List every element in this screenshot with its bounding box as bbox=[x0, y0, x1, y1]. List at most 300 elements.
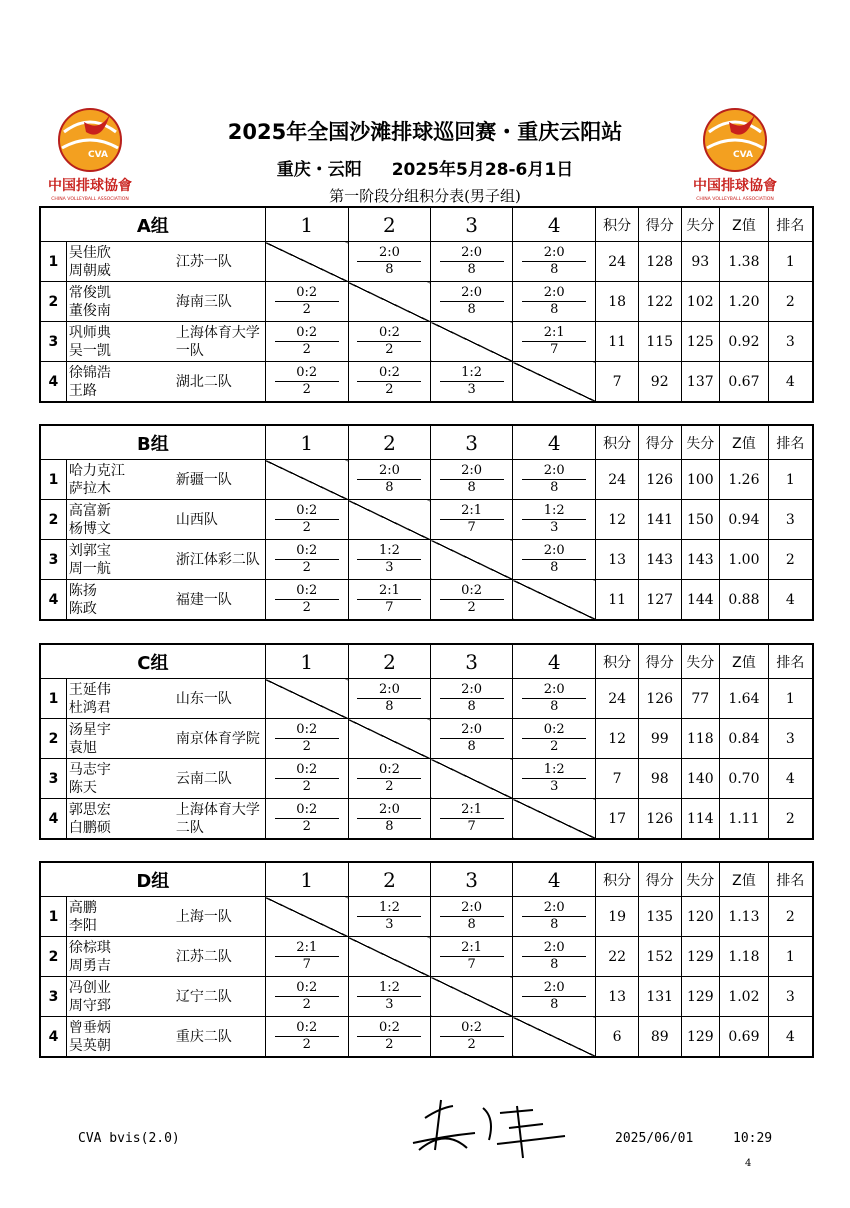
match-result-cell bbox=[431, 362, 513, 403]
rank-value: 1 bbox=[768, 242, 813, 282]
player-name: 陈天 bbox=[68, 779, 97, 796]
points-value: 24 bbox=[596, 679, 639, 719]
player-name: 杨博文 bbox=[68, 520, 111, 537]
col-header: 积分 bbox=[596, 862, 639, 897]
set-score: 2:1 bbox=[440, 940, 504, 957]
col-header: 失分 bbox=[681, 207, 720, 242]
rank-value: 3 bbox=[768, 322, 813, 362]
match-result-cell bbox=[513, 500, 596, 540]
z-value: 0.94 bbox=[720, 500, 769, 540]
scored-value: 126 bbox=[638, 799, 681, 840]
match-points: 2 bbox=[302, 382, 311, 397]
set-score: 0:2 bbox=[275, 583, 339, 600]
set-score: 2:0 bbox=[357, 802, 421, 819]
self-match-cell bbox=[513, 362, 596, 403]
scored-value: 131 bbox=[638, 977, 681, 1017]
player-name: 高鹏 bbox=[68, 899, 97, 916]
match-result-cell bbox=[348, 322, 430, 362]
set-score: 2:1 bbox=[275, 940, 339, 957]
player-name: 王路 bbox=[68, 382, 97, 399]
team-name: 福建一队 bbox=[172, 580, 265, 621]
set-score: 0:2 bbox=[440, 1020, 504, 1037]
player-names bbox=[66, 1017, 172, 1058]
col-header: 4 bbox=[513, 644, 596, 679]
match-points: 8 bbox=[385, 819, 394, 834]
match-result-cell bbox=[431, 799, 513, 840]
col-header: 3 bbox=[431, 207, 513, 242]
player-name: 陈政 bbox=[68, 600, 97, 617]
player-name: 徐锦浩 bbox=[68, 364, 111, 381]
col-header: 1 bbox=[265, 862, 348, 897]
set-score: 0:2 bbox=[275, 1020, 339, 1037]
match-result-cell bbox=[513, 282, 596, 322]
z-value: 1.20 bbox=[720, 282, 769, 322]
col-header: 1 bbox=[265, 207, 348, 242]
col-header: 1 bbox=[265, 425, 348, 460]
z-value: 0.70 bbox=[720, 759, 769, 799]
player-name: 吴佳欣 bbox=[68, 244, 111, 261]
set-score: 2:0 bbox=[522, 980, 586, 997]
team-name: 重庆二队 bbox=[172, 1017, 265, 1058]
player-name: 常俊凯 bbox=[68, 284, 111, 301]
player-names bbox=[66, 759, 172, 799]
player-names bbox=[66, 897, 172, 937]
player-name: 陈扬 bbox=[68, 582, 97, 599]
set-score: 0:2 bbox=[357, 1020, 421, 1037]
col-header: 2 bbox=[348, 862, 430, 897]
svg-text:中国排球協會: 中国排球協會 bbox=[48, 178, 132, 194]
team-name: 海南三队 bbox=[172, 282, 265, 322]
match-points: 2 bbox=[385, 779, 394, 794]
z-value: 0.92 bbox=[720, 322, 769, 362]
match-points: 2 bbox=[302, 819, 311, 834]
player-name: 冯创业 bbox=[68, 979, 111, 996]
self-match-cell bbox=[348, 500, 430, 540]
set-score: 2:1 bbox=[357, 583, 421, 600]
rank-value: 1 bbox=[768, 460, 813, 500]
scored-value: 141 bbox=[638, 500, 681, 540]
set-score: 1:2 bbox=[522, 503, 586, 520]
match-points: 8 bbox=[550, 480, 559, 495]
player-names bbox=[66, 580, 172, 621]
set-score: 2:0 bbox=[440, 900, 504, 917]
lost-value: 144 bbox=[681, 580, 720, 621]
player-name: 刘郭宝 bbox=[68, 542, 111, 559]
match-result-cell bbox=[348, 580, 430, 621]
match-points: 2 bbox=[385, 382, 394, 397]
rank-value: 2 bbox=[768, 897, 813, 937]
points-value: 6 bbox=[596, 1017, 639, 1058]
row-index: 1 bbox=[40, 460, 66, 500]
self-match-cell bbox=[513, 580, 596, 621]
match-result-cell bbox=[265, 937, 348, 977]
player-name: 汤星宇 bbox=[68, 721, 111, 738]
svg-text:中国排球協會: 中国排球協會 bbox=[693, 178, 777, 194]
points-value: 12 bbox=[596, 719, 639, 759]
match-result-cell bbox=[265, 500, 348, 540]
svg-text:CVA: CVA bbox=[733, 150, 753, 160]
table-row bbox=[40, 937, 813, 977]
print-time: 10:29 bbox=[733, 1131, 773, 1146]
team-name: 浙江体彩二队 bbox=[172, 540, 265, 580]
col-header: 1 bbox=[265, 644, 348, 679]
player-name: 周一航 bbox=[68, 560, 111, 577]
player-name: 徐棕琪 bbox=[68, 939, 111, 956]
team-name: 南京体育学院 bbox=[172, 719, 265, 759]
match-points: 8 bbox=[550, 699, 559, 714]
table-row bbox=[40, 759, 813, 799]
match-points: 2 bbox=[385, 1037, 394, 1052]
team-name: 上海一队 bbox=[172, 897, 265, 937]
scored-value: 122 bbox=[638, 282, 681, 322]
match-result-cell bbox=[265, 799, 348, 840]
match-result-cell bbox=[431, 580, 513, 621]
rank-value: 2 bbox=[768, 540, 813, 580]
set-score: 2:0 bbox=[522, 463, 586, 480]
match-points: 8 bbox=[467, 917, 476, 932]
team-name: 江苏一队 bbox=[172, 242, 265, 282]
self-match-cell bbox=[431, 977, 513, 1017]
match-result-cell bbox=[431, 719, 513, 759]
lost-value: 118 bbox=[681, 719, 720, 759]
lost-value: 102 bbox=[681, 282, 720, 322]
lost-value: 120 bbox=[681, 897, 720, 937]
set-score: 0:2 bbox=[275, 503, 339, 520]
player-names bbox=[66, 362, 171, 403]
match-result-cell bbox=[265, 1017, 348, 1058]
match-result-cell bbox=[265, 977, 348, 1017]
match-result-cell bbox=[265, 362, 348, 403]
points-value: 24 bbox=[596, 242, 639, 282]
points-value: 11 bbox=[596, 580, 639, 621]
set-score: 2:0 bbox=[440, 285, 504, 302]
player-names bbox=[66, 719, 172, 759]
row-index: 3 bbox=[40, 977, 66, 1017]
z-value: 0.67 bbox=[720, 362, 769, 403]
z-value: 1.00 bbox=[720, 540, 769, 580]
player-name: 巩师典 bbox=[68, 324, 111, 341]
lost-value: 77 bbox=[681, 679, 720, 719]
group-table bbox=[39, 643, 814, 840]
lost-value: 129 bbox=[681, 1017, 720, 1058]
team-name: 山西队 bbox=[172, 500, 265, 540]
scored-value: 115 bbox=[638, 322, 681, 362]
table-row bbox=[40, 1017, 813, 1058]
set-score: 2:0 bbox=[357, 682, 421, 699]
self-match-cell bbox=[513, 799, 596, 840]
software-version: CVA bvis(2.0) bbox=[78, 1131, 180, 1146]
match-result-cell bbox=[513, 897, 596, 937]
print-date: 2025/06/01 bbox=[615, 1131, 694, 1146]
team-name: 上海体育大学二队 bbox=[172, 799, 265, 840]
match-points: 2 bbox=[302, 302, 311, 317]
rank-value: 4 bbox=[768, 580, 813, 621]
group-name: C组 bbox=[40, 644, 265, 679]
match-result-cell bbox=[431, 242, 513, 282]
table-row bbox=[40, 500, 813, 540]
self-match-cell bbox=[348, 719, 430, 759]
z-value: 1.26 bbox=[720, 460, 769, 500]
table-row bbox=[40, 242, 813, 282]
col-header: 2 bbox=[348, 425, 430, 460]
lost-value: 93 bbox=[681, 242, 720, 282]
z-value: 0.84 bbox=[720, 719, 769, 759]
row-index: 1 bbox=[40, 897, 66, 937]
signature bbox=[405, 1088, 605, 1163]
svg-text:CVA: CVA bbox=[88, 150, 108, 160]
set-score: 0:2 bbox=[275, 722, 339, 739]
match-result-cell bbox=[348, 460, 430, 500]
lost-value: 100 bbox=[681, 460, 720, 500]
match-points: 8 bbox=[550, 262, 559, 277]
self-match-cell bbox=[265, 679, 348, 719]
match-result-cell bbox=[348, 362, 430, 403]
scored-value: 127 bbox=[638, 580, 681, 621]
match-points: 2 bbox=[302, 1037, 311, 1052]
set-score: 2:0 bbox=[357, 463, 421, 480]
self-match-cell bbox=[265, 897, 348, 937]
scored-value: 98 bbox=[638, 759, 681, 799]
set-score: 0:2 bbox=[275, 365, 339, 382]
table-row bbox=[40, 719, 813, 759]
self-match-cell bbox=[431, 322, 513, 362]
team-name: 湖北二队 bbox=[172, 362, 265, 403]
row-index: 3 bbox=[40, 322, 66, 362]
col-header: 失分 bbox=[681, 425, 720, 460]
set-score: 2:0 bbox=[522, 285, 586, 302]
table-row bbox=[40, 799, 813, 840]
player-name: 杜鸿君 bbox=[68, 699, 111, 716]
points-value: 24 bbox=[596, 460, 639, 500]
player-name: 周朝威 bbox=[68, 262, 111, 279]
rank-value: 4 bbox=[768, 362, 813, 403]
points-value: 13 bbox=[596, 977, 639, 1017]
match-points: 3 bbox=[550, 520, 559, 535]
event-dates: 2025年5月28-6月1日 bbox=[391, 160, 574, 180]
table-row bbox=[40, 362, 813, 403]
match-result-cell bbox=[431, 460, 513, 500]
points-value: 13 bbox=[596, 540, 639, 580]
player-name: 周守郅 bbox=[68, 997, 111, 1014]
player-names bbox=[66, 937, 172, 977]
match-result-cell bbox=[431, 937, 513, 977]
match-result-cell bbox=[265, 282, 348, 322]
set-score: 1:2 bbox=[522, 762, 586, 779]
rank-value: 3 bbox=[768, 719, 813, 759]
match-points: 7 bbox=[385, 600, 394, 615]
scored-value: 143 bbox=[638, 540, 681, 580]
player-names bbox=[66, 500, 172, 540]
table-row bbox=[40, 977, 813, 1017]
match-result-cell bbox=[348, 540, 430, 580]
match-points: 8 bbox=[550, 917, 559, 932]
set-score: 0:2 bbox=[440, 583, 504, 600]
svg-text:CHINA VOLLEYBALL ASSOCIATION: CHINA VOLLEYBALL ASSOCIATION bbox=[51, 197, 129, 202]
self-match-cell bbox=[348, 937, 430, 977]
table-row bbox=[40, 679, 813, 719]
group-name: D组 bbox=[40, 862, 265, 897]
scored-value: 135 bbox=[638, 897, 681, 937]
self-match-cell bbox=[265, 460, 348, 500]
match-points: 8 bbox=[467, 302, 476, 317]
match-points: 7 bbox=[467, 957, 476, 972]
player-name: 袁旭 bbox=[68, 739, 97, 756]
set-score: 2:0 bbox=[357, 245, 421, 262]
scored-value: 128 bbox=[638, 242, 681, 282]
match-result-cell bbox=[348, 679, 430, 719]
row-index: 2 bbox=[40, 937, 66, 977]
match-points: 7 bbox=[467, 520, 476, 535]
col-header: 得分 bbox=[638, 425, 681, 460]
points-value: 22 bbox=[596, 937, 639, 977]
set-score: 2:0 bbox=[440, 722, 504, 739]
points-value: 11 bbox=[596, 322, 639, 362]
match-result-cell bbox=[265, 719, 348, 759]
match-points: 8 bbox=[385, 262, 394, 277]
match-points: 8 bbox=[467, 480, 476, 495]
col-header: Z值 bbox=[720, 644, 769, 679]
match-result-cell bbox=[431, 897, 513, 937]
col-header: 排名 bbox=[768, 425, 813, 460]
points-value: 19 bbox=[596, 897, 639, 937]
table-row bbox=[40, 540, 813, 580]
lost-value: 150 bbox=[681, 500, 720, 540]
player-names bbox=[66, 679, 172, 719]
set-score: 0:2 bbox=[275, 762, 339, 779]
match-points: 2 bbox=[467, 600, 476, 615]
points-value: 12 bbox=[596, 500, 639, 540]
match-result-cell bbox=[265, 580, 348, 621]
team-name: 辽宁二队 bbox=[172, 977, 265, 1017]
player-name: 马志宇 bbox=[68, 761, 111, 778]
table-row bbox=[40, 580, 813, 621]
match-points: 2 bbox=[302, 779, 311, 794]
set-score: 2:0 bbox=[440, 682, 504, 699]
match-points: 3 bbox=[467, 382, 476, 397]
group-table bbox=[39, 861, 814, 1058]
team-name: 云南二队 bbox=[172, 759, 265, 799]
match-points: 2 bbox=[302, 560, 311, 575]
set-score: 2:1 bbox=[522, 325, 586, 342]
row-index: 4 bbox=[40, 1017, 66, 1058]
player-names bbox=[66, 977, 172, 1017]
team-name: 新疆一队 bbox=[172, 460, 265, 500]
match-points: 3 bbox=[385, 560, 394, 575]
page-title: 2025年全国沙滩排球巡回赛・重庆云阳站 bbox=[227, 120, 623, 144]
match-result-cell bbox=[513, 460, 596, 500]
points-value: 7 bbox=[596, 362, 639, 403]
player-name: 郭思宏 bbox=[68, 801, 111, 818]
lost-value: 129 bbox=[681, 937, 720, 977]
col-header: 积分 bbox=[596, 644, 639, 679]
event-location: 重庆・云阳 bbox=[276, 160, 362, 180]
match-points: 8 bbox=[550, 957, 559, 972]
match-result-cell bbox=[348, 799, 430, 840]
rank-value: 3 bbox=[768, 977, 813, 1017]
lost-value: 140 bbox=[681, 759, 720, 799]
player-name: 白鹏硕 bbox=[68, 819, 111, 836]
table-row bbox=[40, 460, 813, 500]
match-result-cell bbox=[348, 242, 430, 282]
row-index: 1 bbox=[40, 242, 66, 282]
scored-value: 92 bbox=[638, 362, 681, 403]
team-name: 山东一队 bbox=[172, 679, 265, 719]
col-header: 积分 bbox=[596, 207, 639, 242]
scored-value: 152 bbox=[638, 937, 681, 977]
match-points: 3 bbox=[550, 779, 559, 794]
group-table bbox=[39, 424, 814, 621]
points-value: 17 bbox=[596, 799, 639, 840]
player-name: 王延伟 bbox=[68, 681, 111, 698]
col-header: 得分 bbox=[638, 862, 681, 897]
match-result-cell bbox=[513, 242, 596, 282]
match-points: 2 bbox=[302, 600, 311, 615]
table-row bbox=[40, 282, 813, 322]
points-value: 7 bbox=[596, 759, 639, 799]
row-index: 3 bbox=[40, 759, 66, 799]
z-value: 1.13 bbox=[720, 897, 769, 937]
player-names bbox=[66, 282, 171, 322]
z-value: 0.88 bbox=[720, 580, 769, 621]
row-index: 4 bbox=[40, 362, 66, 403]
row-index: 2 bbox=[40, 500, 66, 540]
col-header: 积分 bbox=[596, 425, 639, 460]
col-header: 4 bbox=[513, 862, 596, 897]
player-name: 曾垂炳 bbox=[68, 1019, 111, 1036]
match-result-cell bbox=[348, 759, 430, 799]
match-result-cell bbox=[431, 282, 513, 322]
set-score: 2:0 bbox=[440, 463, 504, 480]
group-name: A组 bbox=[40, 207, 265, 242]
player-name: 哈力克江 bbox=[68, 462, 125, 479]
team-name: 江苏二队 bbox=[172, 937, 265, 977]
match-points: 8 bbox=[385, 699, 394, 714]
self-match-cell bbox=[265, 242, 348, 282]
match-result-cell bbox=[348, 897, 430, 937]
set-score: 1:2 bbox=[357, 543, 421, 560]
match-points: 2 bbox=[385, 342, 394, 357]
col-header: 得分 bbox=[638, 644, 681, 679]
match-result-cell bbox=[431, 500, 513, 540]
match-result-cell bbox=[348, 977, 430, 1017]
match-points: 7 bbox=[302, 957, 311, 972]
match-points: 2 bbox=[302, 520, 311, 535]
col-header: 失分 bbox=[681, 644, 720, 679]
match-points: 2 bbox=[467, 1037, 476, 1052]
rank-value: 2 bbox=[768, 799, 813, 840]
team-name: 上海体育大学一队 bbox=[172, 322, 265, 362]
z-value: 0.69 bbox=[720, 1017, 769, 1058]
col-header: Z值 bbox=[720, 862, 769, 897]
match-result-cell bbox=[348, 1017, 430, 1058]
set-score: 2:0 bbox=[522, 682, 586, 699]
svg-text:CHINA VOLLEYBALL ASSOCIATION: CHINA VOLLEYBALL ASSOCIATION bbox=[696, 197, 774, 202]
col-header: 2 bbox=[348, 207, 430, 242]
group-name: B组 bbox=[40, 425, 265, 460]
row-index: 2 bbox=[40, 719, 66, 759]
row-index: 4 bbox=[40, 799, 66, 840]
set-score: 2:0 bbox=[522, 900, 586, 917]
self-match-cell bbox=[431, 540, 513, 580]
scored-value: 89 bbox=[638, 1017, 681, 1058]
match-result-cell bbox=[513, 322, 596, 362]
lost-value: 125 bbox=[681, 322, 720, 362]
rank-value: 4 bbox=[768, 759, 813, 799]
col-header: 4 bbox=[513, 207, 596, 242]
player-names bbox=[66, 322, 171, 362]
col-header: 失分 bbox=[681, 862, 720, 897]
match-points: 8 bbox=[550, 560, 559, 575]
